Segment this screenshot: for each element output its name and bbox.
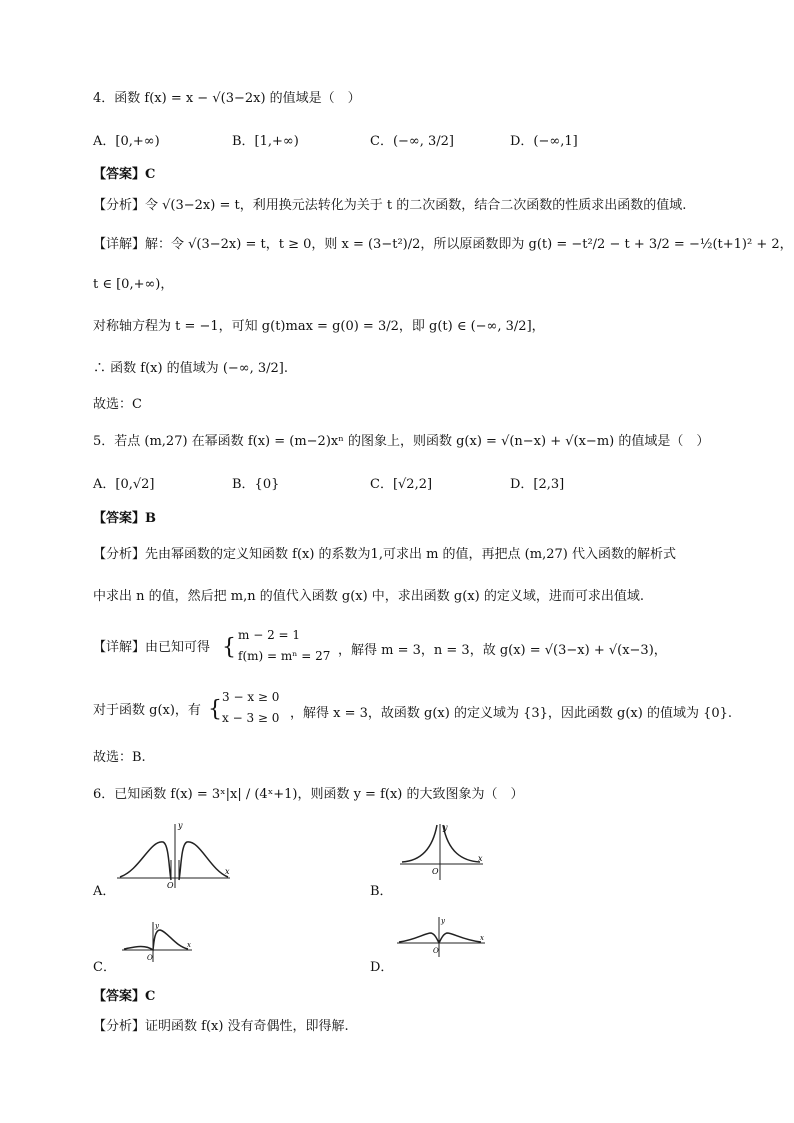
q5-option-a: A．[0,√2] — [93, 477, 155, 492]
graph-b-x-label: x — [478, 854, 483, 863]
q4-detail-3: 对称轴方程为 t = −1，可知 g(t)max = g(0) = 3/2，即 g(t) ∈ (−∞, 3/2]， — [93, 319, 545, 334]
graph-c-origin: O — [147, 954, 153, 962]
graph-d-x-label: x — [480, 934, 484, 942]
graph-c-y-label: y — [155, 922, 159, 930]
system-1-line-2: f(m) = mⁿ = 27 — [238, 649, 331, 663]
graph-d — [395, 915, 490, 960]
q5-detail-c: 对于函数 g(x)，有 — [93, 703, 201, 718]
brace-1: { — [222, 635, 236, 660]
graph-d-origin: O — [433, 947, 439, 955]
graph-a-y-label: y — [178, 821, 183, 830]
graph-a-x-label: x — [225, 867, 230, 876]
q5-analysis-1: 【分析】先由幂函数的定义知函数 f(x) 的系数为1,可求出 m 的值，再把点 (m,27) 代入函数的解析式 — [93, 547, 676, 562]
system-2-line-2: x − 3 ≥ 0 — [222, 711, 280, 725]
q6-stem: 6．已知函数 f(x) = 3ˣ|x| / (4ˣ+1)，则函数 y = f(x) 的大致图象为（ ） — [93, 787, 524, 802]
graph-a-origin: O — [167, 881, 174, 890]
graph-d-curve — [399, 933, 481, 943]
q4-analysis: 【分析】令 √(3−2x) = t，利用换元法转化为关于 t 的二次函数，结合二次函数的性质求出函数的值域. — [93, 198, 687, 213]
graph-a-curve — [120, 842, 228, 880]
q6-label-a: A． — [93, 884, 116, 899]
q5-option-c: C．[√2,2] — [370, 477, 433, 492]
graph-c-x-label: x — [187, 941, 191, 949]
q6-label-b: B． — [370, 884, 393, 899]
q5-detail-b: ，解得 m = 3，n = 3，故 g(x) = √(3−x) + √(x−3)， — [338, 643, 667, 658]
q5-choice: 故选：B. — [93, 750, 146, 765]
brace-2: { — [208, 697, 222, 722]
q5-answer: 【答案】B — [93, 511, 156, 526]
q4-option-c: C．(−∞, 3/2] — [370, 134, 454, 149]
system-1-line-1: m − 2 = 1 — [238, 628, 301, 642]
q4-choice: 故选：C — [93, 397, 142, 412]
q6-answer: 【答案】C — [93, 989, 156, 1004]
q6-label-c: C． — [93, 960, 116, 975]
graph-c-curve — [124, 930, 188, 950]
q4-detail-4: ∴ 函数 f(x) 的值域为 (−∞, 3/2]. — [93, 361, 289, 376]
q5-analysis-2: 中求出 n 的值，然后把 m,n 的值代入函数 g(x) 中，求出函数 g(x) 的定义域，进而可求出值域. — [93, 589, 644, 604]
q5-stem: 5．若点 (m,27) 在幂函数 f(x) = (m−2)xⁿ 的图象上，则函数 g(x) = √(n−x) + √(x−m) 的值域是（ ） — [93, 434, 710, 449]
graph-c — [120, 920, 195, 965]
q4-option-a: A．[0,+∞) — [93, 134, 160, 149]
system-2-line-1: 3 − x ≥ 0 — [222, 690, 280, 704]
q4-stem: 4．函数 f(x) = x − √(3−2x) 的值域是（ ） — [93, 91, 361, 106]
q5-option-d: D．[2,3] — [510, 477, 565, 492]
graph-b-y-label: y — [443, 823, 448, 832]
graph-d-y-label: y — [441, 917, 445, 925]
q6-label-d: D． — [370, 960, 394, 975]
q5-detail-d: ，解得 x = 3，故函数 g(x) 的定义域为 {3}，因此函数 g(x) 的值域为 {0}. — [290, 706, 733, 721]
graph-b-origin: O — [432, 867, 439, 876]
graph-b-curve — [402, 825, 480, 862]
q6-analysis: 【分析】证明函数 f(x) 没有奇偶性，即得解. — [93, 1019, 349, 1034]
q5-detail-a: 【详解】由已知可得 — [93, 640, 211, 655]
q4-detail-1: 【详解】解：令 √(3−2x) = t，t ≥ 0，则 x = (3−t²)/2，所以原函数即为 g(t) = −t²/2 − t + 3/2 = −½(t+1)² + 2， — [93, 237, 793, 252]
q4-detail-2: t ∈ [0,+∞)， — [93, 277, 174, 292]
q5-option-b: B．{0} — [232, 477, 280, 492]
q4-answer: 【答案】C — [93, 167, 156, 182]
q4-option-b: B．[1,+∞) — [232, 134, 299, 149]
graph-b — [398, 822, 488, 882]
q4-option-d: D．(−∞,1] — [510, 134, 578, 149]
graph-a — [115, 820, 235, 890]
